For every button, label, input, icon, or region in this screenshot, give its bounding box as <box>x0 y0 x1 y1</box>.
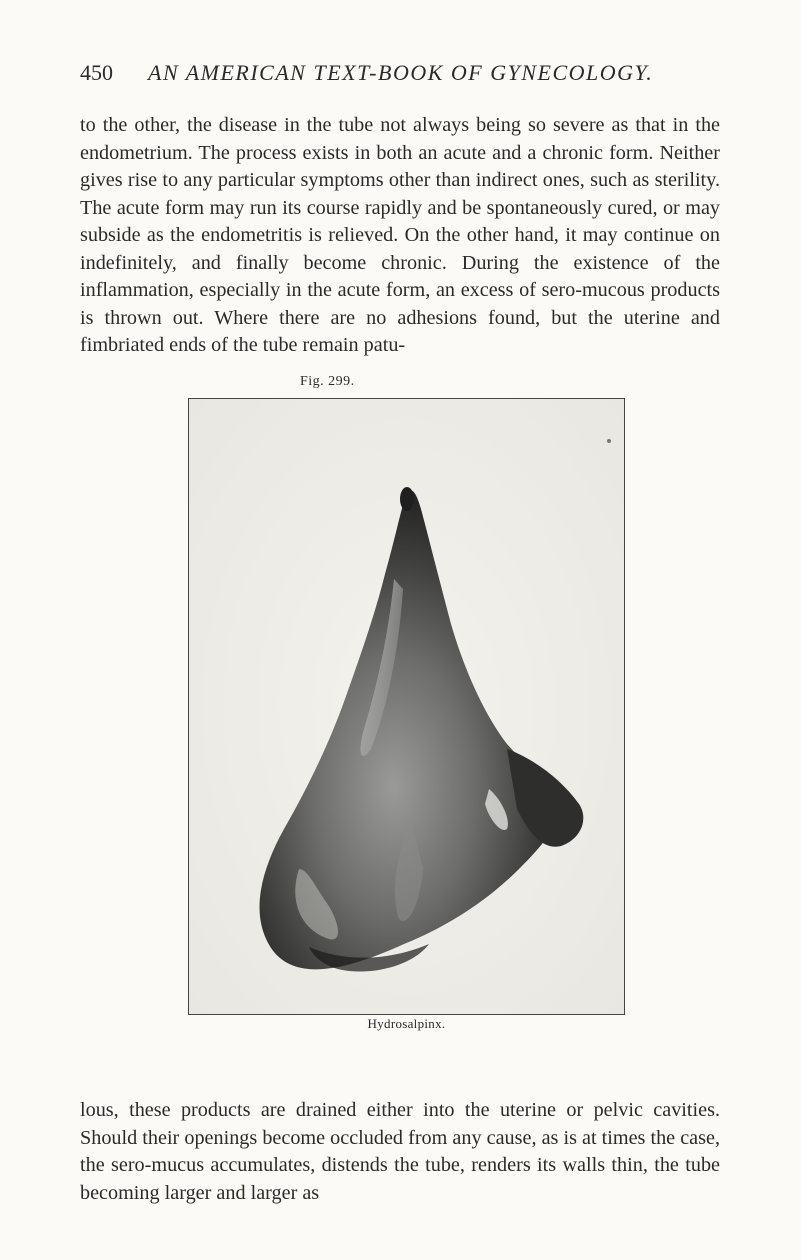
page-number: 450 <box>80 60 113 85</box>
specimen-stalk <box>400 487 414 511</box>
hydrosalpinx-illustration <box>189 399 624 1014</box>
running-title: AN AMERICAN TEXT-BOOK OF GYNECOLOGY. <box>148 60 654 85</box>
figure-photo <box>188 398 625 1015</box>
figure-caption: Hydrosalpinx. <box>367 1016 446 1031</box>
body-paragraph-top: to the other, the disease in the tube not always being so severe as that in the endometrium. The process exists in both an acute and a chronic form. Neither gives rise to any particular symptoms other than indirect ones, such as sterility. The acute form may run its course rapidly and be spontaneously cured, or may subside as the endometritis is relieved. On the other hand, it may continue on indefinitely, and finally become chronic. During the existence of the inflammation, especially in the acute form, an excess of sero-mucous products is thrown out. Where there are no adhesions found, but the uterine and fimbriated ends of the tube remain patu- <box>80 114 720 356</box>
page-header <box>80 60 720 90</box>
figure-label: Fig. 299. <box>300 374 355 389</box>
body-paragraph-bottom: lous, these products are drained either into the uterine or pelvic cavities. Should their openings become occluded from any cause, as is at times the case, the sero-mucus accumulates, distends the tube, renders its walls thin, the tube becoming larger and larger as <box>80 1099 720 1204</box>
